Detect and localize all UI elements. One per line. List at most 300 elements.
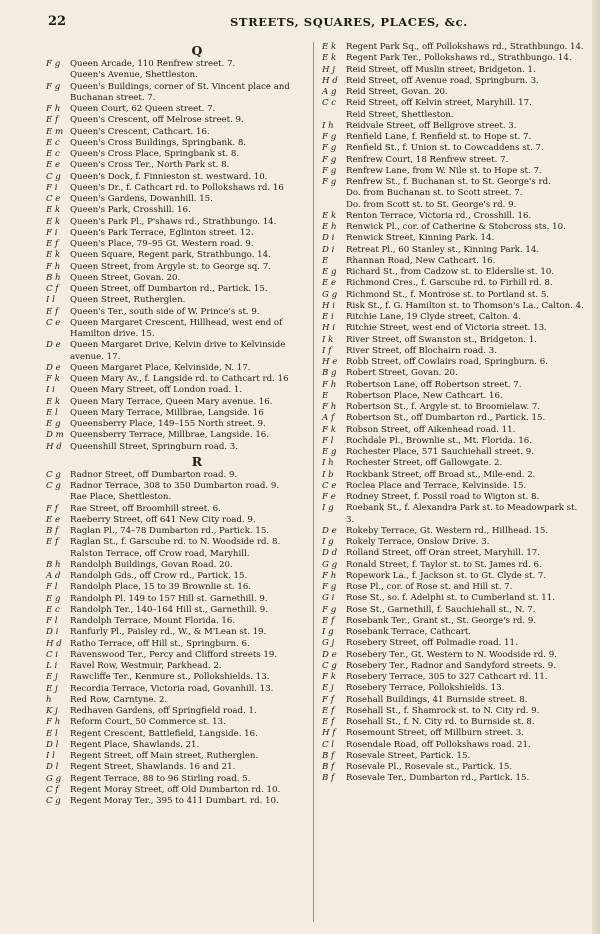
directory-entry bbox=[322, 155, 588, 166]
entry-text: Robb Street, off Cowlairs road, Springburn. 6. bbox=[346, 357, 548, 367]
entry-text: Renfrew Court, 18 Renfrew street. 7. bbox=[346, 154, 509, 165]
directory-entry bbox=[322, 402, 588, 413]
map-reference-code: E f bbox=[46, 239, 59, 249]
directory-entry bbox=[322, 717, 588, 728]
directory-entry bbox=[322, 661, 588, 672]
directory-entry bbox=[322, 492, 588, 503]
directory-entry bbox=[46, 217, 308, 228]
directory-entry bbox=[46, 740, 308, 751]
binding-edge bbox=[592, 0, 600, 934]
entry-text: Rae Place, Shettleston. bbox=[70, 492, 172, 503]
entry-text: Queen's Buildings, corner of St. Vincent place and Buchanan street. 7. bbox=[70, 81, 290, 103]
entry-text: Queen Mary Terrace, Queen Mary avenue. 16. bbox=[70, 396, 273, 407]
entry-text: Rawcliffe Ter., Kenmure st., Pollokshields. 13. bbox=[70, 672, 270, 683]
map-reference-code: E k bbox=[46, 250, 61, 261]
right-column bbox=[322, 42, 588, 785]
entry-text: Queen's Park Pl., P'shaws rd., Strathbungo. 14. bbox=[70, 216, 277, 227]
entry-text: Queen's Cross Place, Springbank st. 8. bbox=[70, 149, 240, 159]
directory-entry bbox=[46, 616, 308, 627]
entry-text: Radnor Terrace, 308 to 350 Dumbarton road. 9. bbox=[70, 481, 280, 491]
entry-text: Raglan St., f. Garscube rd. to N. Woodside rd. 8. bbox=[70, 537, 281, 548]
entry-text: Queen Square, Regent park, Strathbungo. 14. bbox=[70, 250, 271, 261]
entry-text: Queen's Place, 79–95 Gt. Western road. 9. bbox=[70, 239, 254, 249]
entry-text: Ritchie Lane, 19 Clyde street, Calton. 4. bbox=[346, 312, 521, 322]
directory-entry bbox=[46, 684, 308, 695]
map-reference-code: H d bbox=[322, 75, 338, 86]
entry-text: Rose St., Garnethill, f. Sauchiehall st., N. 7. bbox=[346, 604, 536, 615]
entry-text: Queen's Crescent, Cathcart. 16. bbox=[70, 126, 210, 137]
directory-entry bbox=[322, 593, 588, 604]
directory-entry bbox=[46, 397, 308, 408]
map-reference-code: E g bbox=[46, 419, 61, 429]
directory-entry bbox=[46, 340, 308, 363]
entry-text: River Street, off Blochairn road. 3. bbox=[346, 345, 497, 356]
map-reference-code: C g bbox=[322, 660, 337, 671]
entry-text: Ralston Terrace, off Crow road, Maryhill. bbox=[70, 548, 250, 559]
directory-entry bbox=[46, 785, 308, 796]
map-reference-code: D l bbox=[46, 739, 59, 750]
map-reference-code: I i bbox=[46, 385, 55, 396]
entry-text: Rosebank Ter., Grant st., St. George's rd. 9. bbox=[346, 615, 537, 626]
entry-text: Robertson St., off Dumbarton rd., Partick. 15. bbox=[346, 413, 546, 424]
map-reference-code: E bbox=[322, 390, 329, 401]
map-reference-code: E f bbox=[322, 717, 335, 727]
directory-entry bbox=[322, 188, 588, 199]
map-reference-code: F h bbox=[46, 261, 61, 272]
entry-text: Reid Street, off Muslin street, Bridgeton. 1. bbox=[346, 64, 536, 75]
entry-text: Robert Street, Govan. 20. bbox=[346, 368, 458, 379]
directory-entry bbox=[322, 683, 588, 694]
directory-entry bbox=[46, 239, 308, 250]
map-reference-code: E j bbox=[46, 683, 58, 694]
entry-text: Queen Arcade, 110 Renfrew street. 7. bbox=[70, 59, 236, 69]
entry-text: Retreat Pl., 60 Stanley st., Kinning Park. 14. bbox=[346, 244, 540, 255]
directory-entry bbox=[46, 549, 308, 560]
directory-entry bbox=[46, 762, 308, 773]
entry-text: Rose Pl., cor. of Rose st. and Hill st. 7. bbox=[346, 582, 513, 592]
map-reference-code: E bbox=[322, 255, 329, 266]
entry-text: Rosebery Ter., Gt. Western to N. Woodside rd. 9. bbox=[346, 649, 557, 660]
directory-entry bbox=[322, 627, 588, 638]
map-reference-code: F l bbox=[46, 616, 58, 626]
entry-text: Queen Margaret Drive, Kelvin drive to Kelvinside avenue. 17. bbox=[70, 340, 286, 362]
map-reference-code: D e bbox=[46, 362, 61, 373]
directory-entry bbox=[46, 82, 308, 105]
map-reference-code: I b bbox=[322, 469, 334, 480]
entry-text: Rose St., so. f. Adelphi st. to Cumberland st. 11. bbox=[346, 593, 555, 604]
section-letter: Q bbox=[191, 43, 203, 58]
directory-entry bbox=[46, 661, 308, 672]
map-reference-code: F g bbox=[322, 177, 337, 187]
map-reference-code: B f bbox=[46, 526, 59, 536]
entry-text: Rosebank Terrace, Cathcart. bbox=[346, 627, 472, 637]
entry-text: Queen's Park Terrace, Eglinton street. 12. bbox=[70, 227, 254, 238]
directory-entry bbox=[322, 233, 588, 244]
entry-text: Regent Park Sq., off Pollokshaws rd., Strathbungo. 14. bbox=[346, 42, 584, 52]
directory-entry bbox=[46, 70, 308, 81]
map-reference-code: E g bbox=[322, 267, 337, 277]
map-reference-code: C g bbox=[46, 171, 61, 182]
map-reference-code: H d bbox=[46, 638, 62, 649]
map-reference-code: B f bbox=[322, 750, 335, 761]
directory-entry bbox=[322, 380, 588, 391]
directory-entry bbox=[46, 183, 308, 194]
page-number: 22 bbox=[48, 14, 67, 29]
entry-text: Reform Court, 50 Commerce st. 13. bbox=[70, 717, 226, 728]
entry-text: Rodney Street, f. Possil road to Wigton st. 8. bbox=[346, 492, 540, 502]
map-reference-code: A f bbox=[322, 413, 335, 424]
map-reference-code: D e bbox=[322, 649, 337, 660]
entry-text: Ropework La., f. Jackson st. to Gt. Clyde st. 7. bbox=[346, 570, 547, 581]
map-reference-code: I f bbox=[322, 345, 332, 356]
entry-text: Ronald Street, f. Taylor st. to St. James rd. 6. bbox=[346, 559, 542, 570]
entry-text: Queen Street, from Argyle st. to George sq. 7. bbox=[70, 261, 271, 272]
directory-entry bbox=[46, 481, 308, 492]
directory-entry bbox=[46, 194, 308, 205]
map-reference-code: E k bbox=[46, 396, 61, 407]
directory-entry bbox=[46, 318, 308, 341]
directory-entry bbox=[46, 149, 308, 160]
entry-text: Rosendale Road, off Pollokshaws road. 21. bbox=[346, 739, 531, 750]
entry-text: Reid Street, off Avenue road, Springburn. 3. bbox=[346, 75, 539, 86]
directory-entry bbox=[46, 774, 308, 785]
map-reference-code: B h bbox=[46, 559, 61, 570]
directory-entry bbox=[322, 740, 588, 751]
entry-text: Randolph Gds., off Crow rd., Partick. 15. bbox=[70, 571, 248, 581]
map-reference-code: F g bbox=[322, 604, 337, 615]
directory-entry bbox=[322, 368, 588, 379]
entry-text: Ratho Terrace, off Hill st., Springburn. 6. bbox=[70, 638, 250, 649]
map-reference-code: F f bbox=[322, 694, 334, 705]
running-head: STREETS, SQUARES, PLACES, &c. bbox=[230, 15, 468, 29]
entry-text: Richmond St., f. Montrose st. to Portland st. 5. bbox=[346, 289, 550, 300]
entry-text: Richard St., from Cadzow st. to Elderslie st. 10. bbox=[346, 267, 555, 277]
entry-text: Rockbank Street, off Broad st., Mile-end. 2. bbox=[346, 469, 536, 480]
directory-entry bbox=[322, 121, 588, 132]
map-reference-code: F f bbox=[46, 503, 58, 514]
entry-text: Queensberry Terrace, Millbrae, Langside. 16. bbox=[70, 430, 270, 441]
entry-text: Raeberry Street, off 641 New City road. 9. bbox=[70, 514, 256, 525]
entry-text: Reid Street, Shettleston. bbox=[346, 109, 454, 120]
directory-entry bbox=[46, 470, 308, 481]
map-reference-code: F h bbox=[46, 104, 61, 114]
directory-entry bbox=[46, 706, 308, 717]
directory-entry bbox=[322, 65, 588, 76]
entry-text: Roebank St., f. Alexandra Park st. to Meadowpark st. 3. bbox=[346, 503, 578, 525]
directory-entry bbox=[322, 267, 588, 278]
entry-text: Regent Street, off Main street, Rutherglen. bbox=[70, 751, 259, 761]
map-reference-code: G j bbox=[322, 638, 335, 649]
map-reference-code: F h bbox=[322, 570, 337, 581]
map-reference-code: F l bbox=[322, 435, 334, 446]
map-reference-code: I g bbox=[322, 537, 334, 547]
entry-text: Ravel Row, Westmuir, Parkhead. 2. bbox=[70, 661, 222, 671]
entry-text: Rosebery Ter., Radnor and Sandyford streets. 9. bbox=[346, 660, 556, 671]
map-reference-code: D l bbox=[46, 762, 59, 773]
directory-entry bbox=[46, 138, 308, 149]
entry-text: Queen Mary Terrace, Millbrae, Langside. 16 bbox=[70, 407, 264, 418]
directory-entry bbox=[46, 639, 308, 650]
entry-text: Queen Street, off Dumbarton rd., Partick. 15. bbox=[70, 284, 268, 294]
map-reference-code: F i bbox=[46, 182, 58, 193]
directory-entry bbox=[46, 695, 308, 706]
map-reference-code: B g bbox=[322, 368, 337, 379]
section-letter: R bbox=[191, 453, 203, 469]
directory-entry bbox=[46, 295, 308, 306]
entry-text: Queen's Crescent, off Melrose street. 9. bbox=[70, 115, 244, 126]
map-reference-code: F g bbox=[322, 582, 337, 592]
entry-text: Queen's Ter., south side of W. Prince's st. 9. bbox=[70, 306, 260, 317]
directory-entry bbox=[322, 391, 588, 402]
map-reference-code: D e bbox=[322, 525, 337, 536]
entry-text: Queen Mary Av., f. Langside rd. to Cathcart rd. 16 bbox=[70, 374, 289, 384]
entry-text: Robson Street, off Aikenhead road. 11. bbox=[346, 424, 516, 435]
directory-entry bbox=[322, 616, 588, 627]
map-reference-code: D e bbox=[46, 340, 61, 351]
entry-text: Renfrew St., f. Buchanan st. to St. George's rd. bbox=[346, 177, 551, 187]
directory-entry bbox=[322, 762, 588, 773]
entry-text: Rokely Terrace, Onslow Drive. 3. bbox=[346, 537, 490, 547]
directory-entry bbox=[322, 312, 588, 323]
entry-text: Queen Mary Street, off London road. 1. bbox=[70, 385, 243, 396]
directory-entry bbox=[322, 728, 588, 739]
map-reference-code: H j bbox=[322, 64, 335, 75]
map-reference-code: C f bbox=[46, 784, 59, 795]
map-reference-code: K j bbox=[46, 706, 58, 716]
entry-text: Rosemount Street, off Millburn street. 3. bbox=[346, 728, 524, 739]
entry-text: Reid Street, off Kelvin street, Maryhill. 17. bbox=[346, 98, 532, 109]
map-reference-code: E h bbox=[322, 222, 337, 232]
directory-entry bbox=[322, 470, 588, 481]
map-reference-code: G g bbox=[322, 289, 338, 300]
entry-text: Rolland Street, off Oran street, Maryhill. 17. bbox=[346, 548, 540, 559]
map-reference-code: G g bbox=[46, 773, 62, 784]
map-reference-code: F g bbox=[46, 81, 61, 92]
map-reference-code: E k bbox=[322, 210, 337, 221]
map-reference-code: G i bbox=[322, 593, 335, 604]
directory-entry bbox=[46, 115, 308, 126]
directory-entry bbox=[46, 526, 308, 537]
directory-entry bbox=[46, 442, 308, 453]
map-reference-code: C g bbox=[46, 481, 61, 491]
entry-text: Rochester Street, off Gallowgate. 2. bbox=[346, 458, 503, 469]
entry-text: Rosevale Pl., Rosevale st., Partick. 15. bbox=[346, 762, 513, 772]
left-column bbox=[46, 42, 308, 807]
map-reference-code: F k bbox=[322, 424, 336, 435]
directory-entry bbox=[322, 672, 588, 683]
map-reference-code: E j bbox=[322, 683, 334, 694]
directory-entry bbox=[46, 408, 308, 419]
entry-text: Rosebery Street, off Polmadie road. 11. bbox=[346, 638, 518, 649]
map-reference-code: A d bbox=[46, 571, 61, 581]
map-reference-code: H e bbox=[322, 357, 338, 367]
map-reference-code: h bbox=[46, 694, 52, 705]
map-reference-code: F g bbox=[322, 143, 337, 154]
directory-entry bbox=[322, 245, 588, 256]
entry-text: Ravenswood Ter., Percy and Clifford streets 19. bbox=[70, 649, 278, 660]
directory-entry bbox=[46, 627, 308, 638]
map-reference-code: E c bbox=[46, 149, 60, 159]
directory-entry bbox=[322, 323, 588, 334]
directory-entry bbox=[322, 481, 588, 492]
directory-entry bbox=[322, 211, 588, 222]
map-reference-code: A g bbox=[322, 87, 337, 97]
map-reference-code: H i bbox=[322, 300, 335, 311]
directory-entry bbox=[322, 98, 588, 109]
directory-entry bbox=[46, 104, 308, 115]
map-reference-code: F g bbox=[46, 59, 61, 69]
map-reference-code: F g bbox=[322, 132, 337, 142]
entry-text: Renwick Street, Kinning Park. 14. bbox=[346, 233, 495, 244]
entry-text: Rhannan Road, New Cathcart. 16. bbox=[346, 255, 496, 266]
map-reference-code: H d bbox=[46, 441, 62, 452]
entry-text: Regent Terrace, 88 to 96 Stirling road. 5. bbox=[70, 773, 251, 784]
map-reference-code: B f bbox=[322, 762, 335, 772]
entry-text: Queen's Gardens, Dowanhill. 15. bbox=[70, 194, 213, 204]
entry-text: Renfield St., f. Union st. to Cowcaddens st. 7. bbox=[346, 143, 544, 154]
directory-entry bbox=[322, 76, 588, 87]
entry-text: Risk St., f. G. Hamilton st. to Thomson's La., Calton. 4. bbox=[346, 300, 584, 311]
entry-text: Renfield Lane, f. Renfield st. to Hope st. 7. bbox=[346, 132, 532, 142]
directory-entry bbox=[322, 177, 588, 188]
map-reference-code: E i bbox=[322, 312, 334, 322]
directory-entry bbox=[46, 582, 308, 593]
map-reference-code: E g bbox=[322, 447, 337, 457]
entry-text: Regent Place, Shawlands. 21. bbox=[70, 739, 200, 750]
entry-text: Do. from Scott st. to St. George's rd. 9. bbox=[346, 199, 517, 210]
directory-entry bbox=[322, 346, 588, 357]
directory-entry bbox=[322, 301, 588, 312]
entry-text: Rochdale Pl., Brownlie st., Mt. Florida. 16. bbox=[346, 435, 532, 446]
entry-text: Roclea Place and Terrace, Kelvinside. 15. bbox=[346, 480, 527, 491]
entry-text: Robertson Lane, off Robertson street. 7. bbox=[346, 379, 522, 390]
directory-entry bbox=[46, 172, 308, 183]
map-reference-code: L i bbox=[46, 661, 58, 671]
entry-text: Ritchie Street, west end of Victoria street. 13. bbox=[346, 323, 547, 334]
entry-text: Rosebery Terrace, Pollokshields. 13. bbox=[346, 683, 505, 694]
map-reference-code: E l bbox=[46, 728, 58, 739]
entry-text: Queen's Dock, f. Finnieston st. westward. 10. bbox=[70, 171, 268, 182]
map-reference-code: E f bbox=[322, 705, 335, 716]
directory-entry bbox=[322, 560, 588, 571]
directory-entry bbox=[46, 492, 308, 503]
map-reference-code: E l bbox=[46, 407, 58, 418]
directory-entry bbox=[46, 594, 308, 605]
entry-text: Rosehall Buildings, 41 Burnside street. 8. bbox=[346, 694, 528, 705]
entry-text: Rosehall St., f. Shamrock st. to N. City rd. 9. bbox=[346, 705, 540, 716]
directory-entry bbox=[46, 127, 308, 138]
directory-entry bbox=[322, 256, 588, 267]
entry-text: Renton Terrace, Victoria rd., Crosshill. 16. bbox=[346, 210, 532, 221]
directory-entry bbox=[46, 717, 308, 728]
entry-text: Queen Margaret Crescent, Hillhead, west end of Hamilton drive. 15. bbox=[70, 317, 283, 339]
map-reference-code: E m bbox=[46, 126, 64, 137]
map-reference-code: F h bbox=[322, 379, 337, 390]
map-reference-code: I k bbox=[322, 334, 334, 345]
entry-text: Randolph Ter., 140–164 Hill st., Garnethill. 9. bbox=[70, 604, 269, 615]
map-reference-code: C c bbox=[322, 98, 337, 109]
map-reference-code: E g bbox=[46, 593, 61, 604]
map-reference-code: E f bbox=[46, 537, 59, 548]
entry-text: Queen Street, Govan. 20. bbox=[70, 272, 181, 283]
map-reference-code: I g bbox=[322, 503, 334, 514]
entry-text: Ranfurly Pl., Paisley rd., W., & M'Lean st. 19. bbox=[70, 627, 267, 638]
map-reference-code: F e bbox=[322, 492, 336, 502]
map-reference-code: E k bbox=[322, 53, 337, 64]
map-reference-code: B f bbox=[322, 773, 335, 784]
map-reference-code: E f bbox=[46, 115, 59, 126]
map-reference-code: I h bbox=[322, 458, 334, 469]
directory-entry bbox=[322, 695, 588, 706]
map-reference-code: C l bbox=[322, 739, 335, 750]
entry-text: Robertson Place, New Cathcart. 16. bbox=[346, 390, 503, 401]
map-reference-code: H i bbox=[322, 323, 335, 334]
directory-entry bbox=[322, 290, 588, 301]
directory-entry bbox=[322, 503, 588, 526]
map-reference-code: F k bbox=[46, 374, 60, 384]
entry-text: Rochester Place, 571 Sauchiehall street. 9. bbox=[346, 447, 534, 457]
entry-text: Red Row, Carntyne. 2. bbox=[70, 694, 168, 705]
entry-text: Randolph Buildings, Govan Road. 20. bbox=[70, 559, 233, 570]
entry-text: Queen Margaret Place, Kelvinside, N. 17. bbox=[70, 362, 251, 373]
map-reference-code: E f bbox=[46, 306, 59, 317]
directory-entry bbox=[46, 419, 308, 430]
page-header bbox=[40, 14, 590, 32]
entry-text: Queen Street, Rutherglen. bbox=[70, 295, 186, 306]
directory-entry bbox=[46, 228, 308, 239]
entry-text: Recordia Terrace, Victoria road, Govanhill. 13. bbox=[70, 683, 274, 694]
entry-text: Queen's Cross Buildings, Springbank. 8. bbox=[70, 137, 247, 148]
entry-text: Queensberry Place, 149–155 North street. 9. bbox=[70, 419, 266, 429]
directory-entry bbox=[322, 200, 588, 211]
column-divider bbox=[313, 42, 314, 922]
map-reference-code: C e bbox=[322, 480, 337, 491]
entry-text: Queen Court, 62 Queen street. 7. bbox=[70, 104, 216, 114]
directory-entry bbox=[46, 307, 308, 318]
entry-text: Rosevale Street, Partick. 15. bbox=[346, 750, 471, 761]
directory-entry bbox=[322, 357, 588, 368]
entry-text: Rokeby Terrace, Gt. Western rd., Hillhead. 15. bbox=[346, 525, 549, 536]
directory-entry bbox=[322, 537, 588, 548]
directory-entry bbox=[46, 262, 308, 273]
map-reference-code: C g bbox=[46, 469, 61, 480]
directory-entry bbox=[46, 751, 308, 762]
map-reference-code: F i bbox=[46, 227, 58, 238]
directory-entry bbox=[46, 385, 308, 396]
directory-entry bbox=[322, 638, 588, 649]
directory-entry bbox=[322, 571, 588, 582]
directory-entry bbox=[322, 436, 588, 447]
directory-entry bbox=[322, 425, 588, 436]
entry-text: Regent Crescent, Battlefield, Langside. 16. bbox=[70, 728, 258, 739]
map-reference-code: D i bbox=[322, 233, 335, 244]
entry-text: Queen's Avenue, Shettleston. bbox=[70, 70, 198, 81]
directory-entry bbox=[46, 273, 308, 284]
entry-text: Reidvale Street, off Bellgrove street. 3. bbox=[346, 120, 517, 131]
entry-text: Regent Street, Shawlands. 16 and 21. bbox=[70, 762, 236, 773]
directory-entry bbox=[46, 560, 308, 571]
entry-text: Rosebery Terrace, 305 to 327 Cathcart rd. 11. bbox=[346, 672, 548, 682]
directory-entry bbox=[322, 751, 588, 762]
directory-entry bbox=[46, 430, 308, 441]
map-reference-code: E e bbox=[46, 514, 61, 525]
map-reference-code: D d bbox=[322, 548, 338, 559]
directory-entry bbox=[46, 605, 308, 616]
map-reference-code: F k bbox=[322, 672, 336, 682]
entry-text: Queen's Park, Crosshill. 16. bbox=[70, 205, 191, 216]
map-reference-code: I l bbox=[46, 295, 55, 306]
map-reference-code: E e bbox=[322, 278, 337, 289]
